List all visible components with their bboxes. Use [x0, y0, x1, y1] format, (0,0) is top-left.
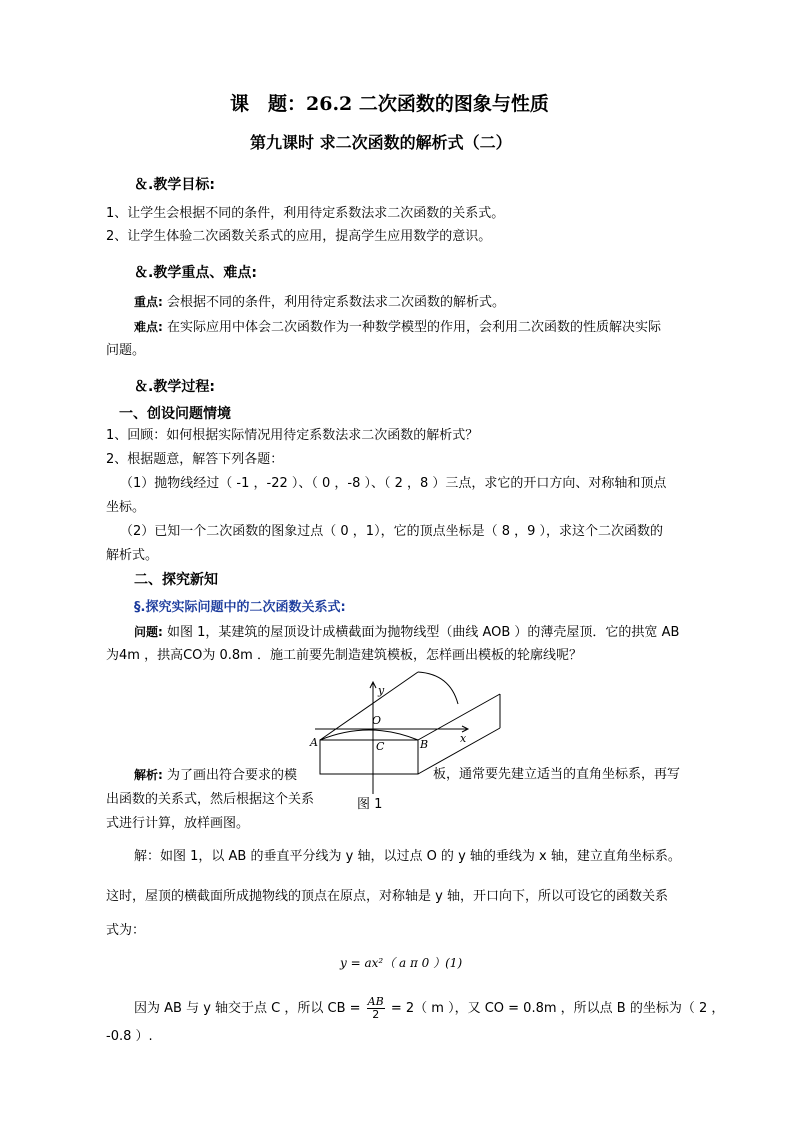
section-process-heading: ＆.教学过程: [134, 379, 215, 395]
because-line-2: -0.8 ）. [106, 1029, 153, 1044]
top-right-edge [418, 694, 500, 740]
difficulty-label: 难点: [134, 320, 163, 334]
analysis-line-d: 式进行计算，放样画图。 [106, 816, 250, 831]
because-text-b: = 2（ m ），又 CO = 0.8m ，所以点 B 的坐标为（ 2 ， [390, 1001, 725, 1016]
analysis-label: 解析: [134, 768, 163, 782]
question-1-line2: 坐标。 [106, 500, 146, 515]
problem-line1 [134, 621, 679, 644]
question-2-line2: 解析式。 [106, 548, 159, 563]
because-text-a: 因为 AB 与 y 轴交于点 C ，所以 CB = [134, 1001, 361, 1016]
analysis-line-b: 板，通常要先建立适当的直角坐标系，再写 [433, 767, 681, 782]
label-B: B [420, 738, 429, 751]
label-C: C [376, 740, 385, 753]
focus-line [134, 291, 505, 314]
part2-heading: 二、探究新知 [134, 572, 218, 588]
analysis-line-a [134, 764, 297, 787]
solution-line3: 式为： [106, 923, 146, 938]
label-A: A [310, 736, 318, 749]
figure-1-diagram [300, 666, 520, 812]
page-subtitle: 第九课时 求二次函数的解析式（二） [250, 133, 512, 152]
analysis-line-c: 出函数的关系式，然后根据这个关系 [106, 792, 315, 807]
formula-1: y = ax²（ a π 0 ）(1) [340, 956, 463, 970]
difficulty-text: 在实际应用中体会二次函数作为一种数学模型的作用，会利用二次函数的性质解决实际 [166, 320, 661, 335]
problem-line2: 为4m ，拱高CO为 0.8m ．施工前要先制造建筑模板，怎样画出模板的轮廓线呢？ [106, 648, 582, 663]
goal-item-2: 2、让学生体验二次函数关系式的应用，提高学生应用数学的意识。 [106, 229, 492, 244]
question-2-line1: （2）已知一个二次函数的图象过点（ 0 ，1），它的顶点坐标是（ 8 ，9 ），求这个二次函数的 [120, 524, 664, 539]
part1-heading: 一、创设问题情境 [119, 406, 231, 422]
solution-line2: 这时，屋顶的横截面所成抛物线的顶点在原点，对称轴是 y 轴，开口向下，所以可设它的函数关系 [106, 889, 668, 904]
solution-line1: 解：如图 1，以 AB 的垂直平分线为 y 轴，以过点 O 的 y 轴的垂线为 x 轴，建立直角坐标系。 [134, 849, 681, 864]
front-roof-arc [320, 730, 418, 740]
explore-heading: §.探究实际问题中的二次函数关系式: [134, 600, 346, 615]
focus-label: 重点: [134, 295, 163, 309]
problem-label: 问题: [134, 625, 163, 639]
problem-text-1: 如图 1，某建筑的屋顶设计成横截面为抛物线型（曲线 AOB ）的薄壳屋顶．它的拱宽 AB [166, 625, 680, 640]
question-1-line1: （1）抛物线经过（ -1 ，-22 ）、（ 0 ，-8 ）、（ 2 ，8 ）三点，求它的开口方向、对称轴和顶点 [120, 476, 667, 491]
part1-line1: 1、回顾：如何根据实际情况用待定系数法求二次函数的解析式？ [106, 428, 479, 443]
figure-1-caption: 图 1 [357, 797, 383, 812]
goal-item-1: 1、让学生会根据不同的条件，利用待定系数法求二次函数的关系式。 [106, 206, 505, 221]
label-x: x [460, 732, 467, 745]
difficulty-line-2: 问题。 [106, 343, 146, 358]
back-roof-arc [418, 672, 458, 704]
label-y: y [378, 684, 385, 697]
part1-line2: 2、根据题意，解答下列各题： [106, 452, 284, 467]
focus-text: 会根据不同的条件，利用待定系数法求二次函数的解析式。 [166, 295, 505, 310]
difficulty-line [134, 316, 661, 339]
fraction-ab-over-2 [367, 996, 385, 1021]
front-face [320, 740, 418, 774]
page-title: 课 题：26.2 二次函数的图象与性质 [230, 93, 549, 115]
section-keypoints-heading: ＆.教学重点、难点: [134, 265, 257, 281]
fraction-numerator: AB [367, 995, 384, 1008]
section-goals-heading: ＆.教学目标: [134, 177, 215, 193]
label-O: O [372, 714, 382, 727]
analysis-text-a: 为了画出符合要求的模 [166, 768, 297, 783]
because-line [134, 996, 724, 1021]
fraction-denominator: 2 [372, 1008, 380, 1021]
